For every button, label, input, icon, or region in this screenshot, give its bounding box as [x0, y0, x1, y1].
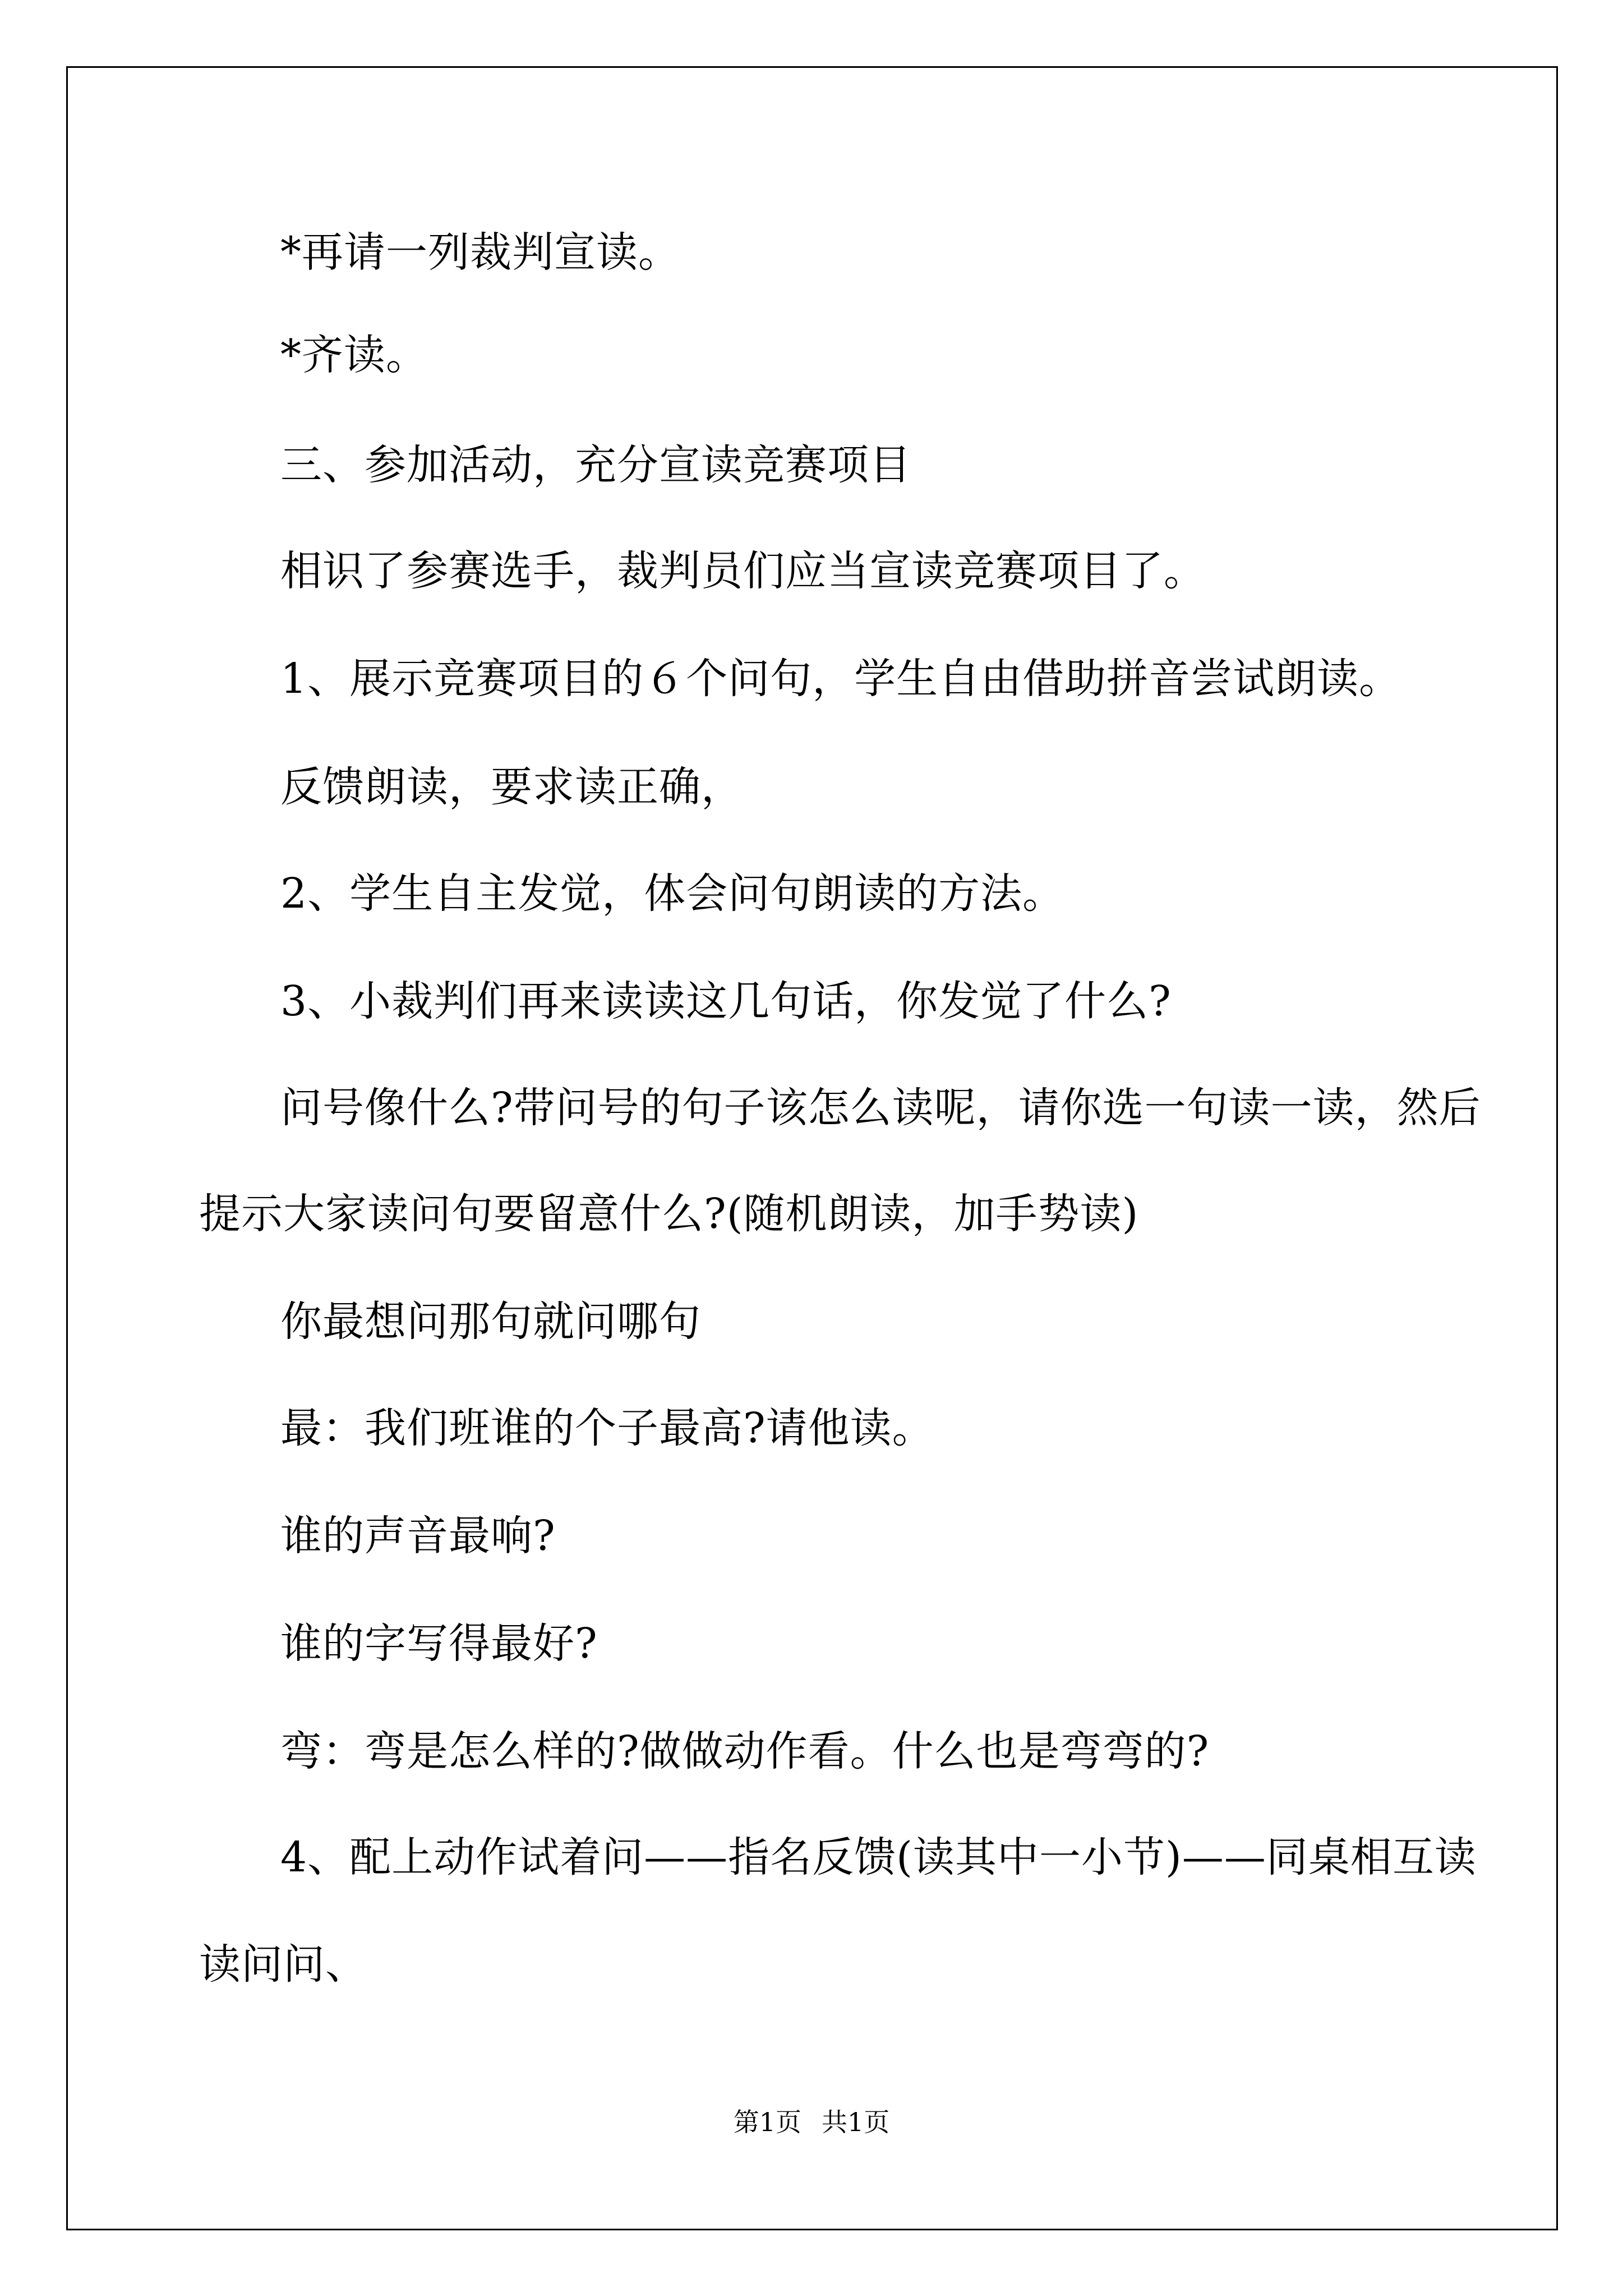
- paragraph-2: *齐读。: [280, 331, 428, 379]
- paragraph-9: 问号像什么?带问号的句子该怎么读呢，请你选一句读一读，然后: [280, 1084, 1481, 1132]
- paragraph-1: *再请一列裁判宣读。: [280, 228, 680, 277]
- paragraph-12: 谁的声音最响?: [280, 1512, 556, 1560]
- paragraph-6: 反馈朗读，要求读正确，: [280, 763, 743, 811]
- page-border: [66, 66, 1558, 2230]
- paragraph-9-continued: 提示大家读问句要留意什么?(随机朗读，加手势读): [199, 1190, 1139, 1238]
- page-footer: [0, 2105, 1623, 2139]
- paragraph-5: 1、展示竞赛项目的６个问句，学生自由借助拼音尝试朗读。: [280, 655, 1401, 703]
- paragraph-10: 你最想问那句就问哪句: [280, 1297, 701, 1346]
- paragraph-7: 2、学生自主发觉，体会问句朗读的方法。: [280, 869, 1065, 918]
- page-number: 第1页: [733, 2107, 801, 2137]
- paragraph-4: 相识了参赛选手，裁判员们应当宣读竞赛项目了。: [280, 547, 1206, 595]
- paragraph-15-continued: 读问问、: [199, 1940, 367, 1989]
- paragraph-3: 三、参加活动，充分宣读竞赛项目: [280, 441, 911, 489]
- paragraph-8: 3、小裁判们再来读读这几句话，你发觉了什么?: [280, 977, 1172, 1025]
- page-total: 共1页: [822, 2107, 890, 2137]
- paragraph-15: 4、配上动作试着问——指名反馈(读其中一小节)——同桌相互读: [280, 1833, 1477, 1881]
- paragraph-11: 最：我们班谁的个子最高?请他读。: [280, 1404, 934, 1452]
- paragraph-13: 谁的字写得最好?: [280, 1619, 598, 1668]
- paragraph-14: 弯：弯是怎么样的?做做动作看。什么也是弯弯的?: [280, 1727, 1210, 1775]
